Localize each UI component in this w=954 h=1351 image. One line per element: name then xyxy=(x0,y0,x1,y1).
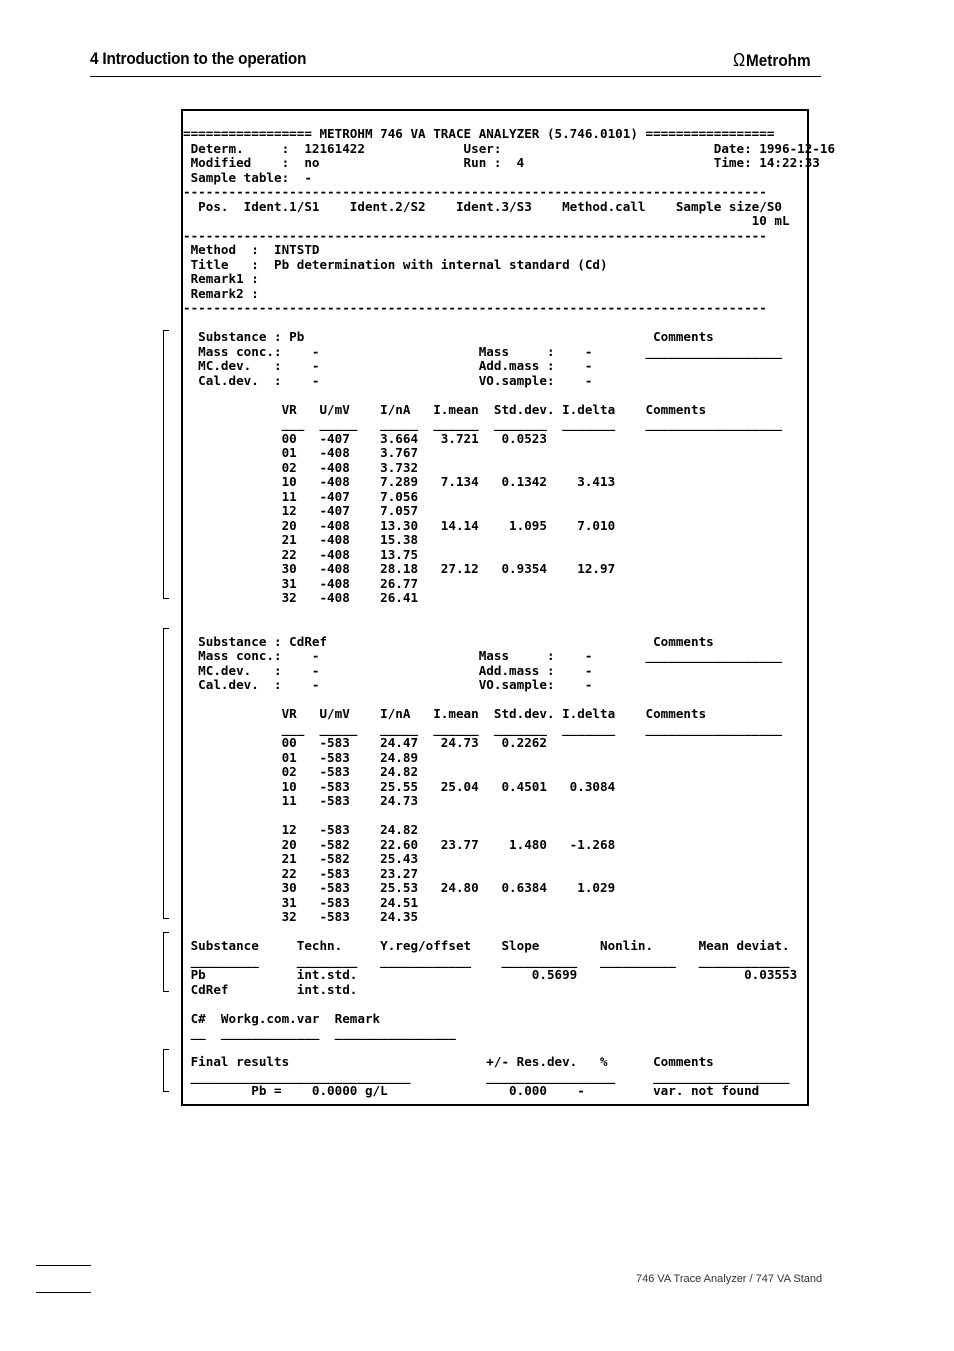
printout-line: 01 -583 24.89 xyxy=(183,749,419,765)
printout-line: Mass conc.: - Mass : - __________________ xyxy=(183,648,782,663)
printout-line: ___ _____ _____ ______ _______ _______ __________________ xyxy=(183,720,782,736)
printout-line: Substance Techn. Y.reg/offset Slope Nonlin. Mean deviat. xyxy=(183,938,790,953)
printout-line: _________ ________ ____________ __________ __________ ____________ xyxy=(183,952,790,968)
page-section-title: 4 Introduction to the operation xyxy=(90,49,307,68)
printout-line: 20 -408 13.30 14.14 1.095 7.010 xyxy=(183,517,616,533)
report-printout xyxy=(181,109,836,1106)
printout-line: Mass conc.: - Mass : - __________________ xyxy=(183,343,782,359)
printout-line: Cal.dev. : - VO.sample: - xyxy=(183,677,593,692)
printout-line: 32 -583 24.35 xyxy=(183,909,419,924)
footer-rule-bottom xyxy=(36,1292,91,1293)
printout-line: Method : INTSTD xyxy=(183,242,320,257)
printout-line: 10 mL xyxy=(183,213,790,228)
footer-rule-top xyxy=(36,1265,91,1266)
printout-line: 02 -408 3.732 xyxy=(183,459,419,475)
printout-line: VR U/mV I/nA I.mean Std.dev. I.delta Comments xyxy=(183,706,707,721)
printout-line: Title : Pb determination with internal standard (Cd) xyxy=(183,256,608,272)
printout-line: Modified : no Run : 4 Time: 14:22:33 xyxy=(183,155,820,170)
printout-line: __ _____________ ________________ xyxy=(183,1025,456,1040)
printout-line: 21 -582 25.43 xyxy=(183,851,419,866)
printout-line: 10 -408 7.289 7.134 0.1342 3.413 xyxy=(183,474,616,489)
printout-line: 22 -583 23.27 xyxy=(183,865,419,881)
printout-line: 12 -407 7.057 xyxy=(183,503,419,518)
printout-line: ================= METROHM 746 VA TRACE ANALYZER (5.746.0101) ================= xyxy=(183,126,775,141)
omega-logo-icon: Ω xyxy=(733,50,746,70)
printout-line: ----------------------------------------------------------------------------- xyxy=(183,300,767,315)
printout-line: VR U/mV I/nA I.mean Std.dev. I.delta Comments xyxy=(183,401,707,417)
printout-line: 11 -583 24.73 xyxy=(183,793,419,808)
printout-line: Remark2 : xyxy=(183,285,259,301)
printout-line: 12 -583 24.82 xyxy=(183,822,419,837)
printout-line: 02 -583 24.82 xyxy=(183,764,419,779)
printout-line: 32 -408 26.41 xyxy=(183,590,419,605)
metrohm-logo xyxy=(733,50,811,71)
margin-bracket-substance-table xyxy=(163,932,169,992)
printout-line: 31 -408 26.77 xyxy=(183,575,419,591)
header-divider xyxy=(90,76,821,77)
printout-line: MC.dev. : - Add.mass : - xyxy=(183,358,593,373)
footer-text: 746 VA Trace Analyzer / 747 VA Stand xyxy=(636,1273,823,1285)
margin-bracket-final-results xyxy=(163,1049,169,1092)
printout-line: 21 -408 15.38 xyxy=(183,532,419,547)
printout-line: ----------------------------------------------------------------------------- xyxy=(183,184,767,199)
printout-line: Remark1 : xyxy=(183,271,259,286)
margin-bracket-pb xyxy=(163,330,169,599)
printout-line: C# Workg.com.var Remark xyxy=(183,1010,381,1026)
printout-line: Pb int.std. 0.5699 0.03553 xyxy=(183,967,798,982)
printout-line: Substance : Pb Comments xyxy=(183,329,714,344)
printout-line: Determ. : 12161422 User: Date: 1996-12-16 xyxy=(183,140,836,156)
printout-line: Pb = 0.0000 g/L 0.000 - var. not found xyxy=(183,1083,760,1098)
printout-line: Substance : CdRef Comments xyxy=(183,633,714,649)
printout-line: 30 -583 25.53 24.80 0.6384 1.029 xyxy=(183,880,616,895)
margin-bracket-cdref xyxy=(163,628,169,919)
printout-line: 00 -407 3.664 3.721 0.0523 xyxy=(183,430,547,446)
printout-line: 11 -407 7.056 xyxy=(183,488,419,504)
logo-text: Metrohm xyxy=(746,51,811,70)
printout-line: 20 -582 22.60 23.77 1.480 -1.268 xyxy=(183,836,616,852)
printout-line: 10 -583 25.55 25.04 0.4501 0.3084 xyxy=(183,778,616,794)
printout-line: _____________________________ _________________ __________________ xyxy=(183,1068,790,1084)
printout-line: 00 -583 24.47 24.73 0.2262 xyxy=(183,735,547,750)
printout-line: MC.dev. : - Add.mass : - xyxy=(183,662,593,678)
printout-line: 31 -583 24.51 xyxy=(183,894,419,910)
printout-line: 30 -408 28.18 27.12 0.9354 12.97 xyxy=(183,561,616,576)
printout-line: Cal.dev. : - VO.sample: - xyxy=(183,372,593,388)
printout-line: 22 -408 13.75 xyxy=(183,546,419,562)
printout-line: Sample table: - xyxy=(183,169,312,185)
printout-line: CdRef int.std. xyxy=(183,981,358,997)
printout-line: Pos. Ident.1/S1 Ident.2/S2 Ident.3/S3 Method.call Sample size/S0 xyxy=(183,198,782,214)
printout-line: 01 -408 3.767 xyxy=(183,445,419,460)
printout-line: ----------------------------------------------------------------------------- xyxy=(183,227,767,243)
printout-line: ___ _____ _____ ______ _______ _______ __________________ xyxy=(183,416,782,431)
printout-line: Final results +/- Res.dev. % Comments xyxy=(183,1054,714,1069)
